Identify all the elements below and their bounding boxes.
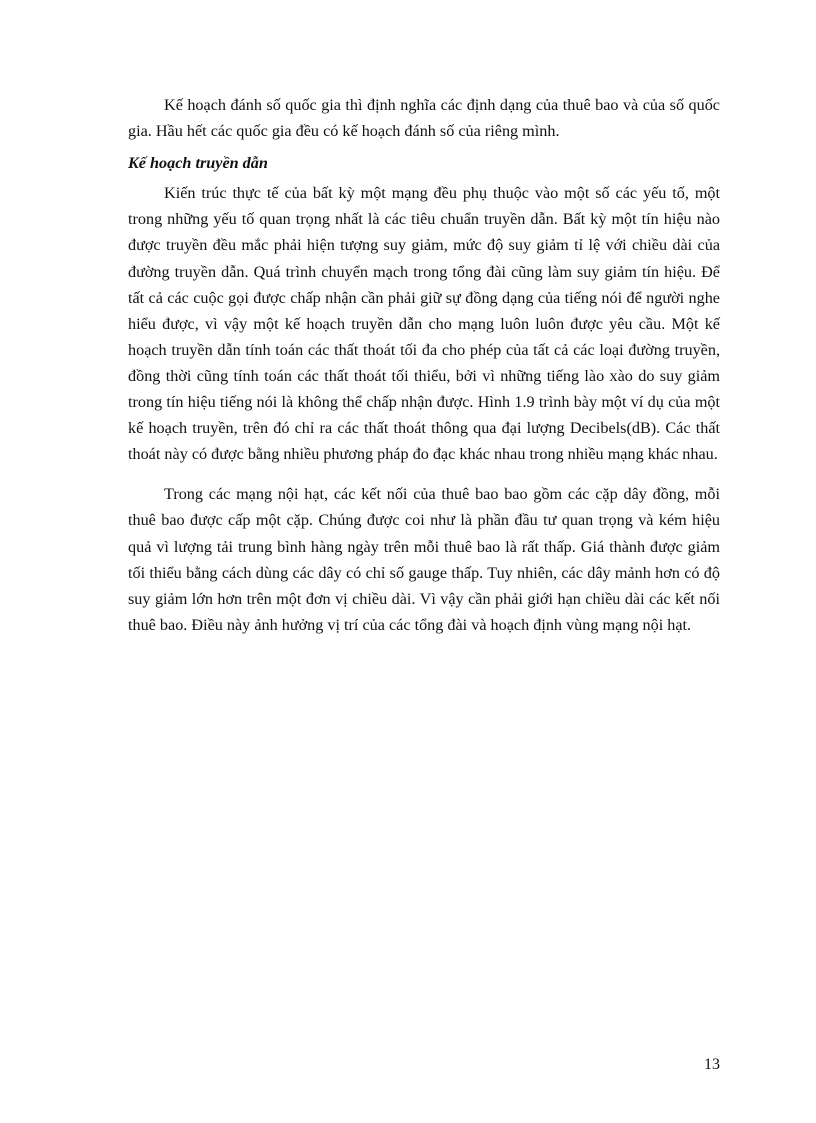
section-heading: Kế hoạch truyền dẫn xyxy=(128,154,268,173)
paragraph-local-networks: Trong các mạng nội hạt, các kết nối của thuê bao bao gồm các cặp dây đồng, mỗi thuê bao được cấp một cặp. Chúng được coi như là phần đầu tư quan trọng và kém hiệu quả vì lượng tải trung bình hàng ngày trên mỗi thuê bao là rất thấp. Giá thành được giảm tối thiểu bằng cách dùng các dây có chỉ số gauge thấp. Tuy nhiên, các dây mảnh hơn có độ suy giảm lớn hơn trên một đơn vị chiều dài. Vì vậy cần phải giới hạn chiều dài các kết nối thuê bao. Điều này ảnh hưởng vị trí của các tổng đài và hoạch định vùng mạng nội hạt. xyxy=(128,485,720,634)
paragraph-transmission-architecture: Kiến trúc thực tế của bất kỳ một mạng đều phụ thuộc vào một số các yếu tố, một trong những yếu tố quan trọng nhất là các tiêu chuẩn truyền dẫn. Bất kỳ một tín hiệu nào được truyền đều mắc phải hiện tượng suy giảm, mức độ suy giảm tỉ lệ với chiều dài của đường truyền dẫn. Quá trình chuyển mạch trong tổng đài cũng làm suy giảm tín hiệu. Để tất cả các cuộc gọi được chấp nhận cần phải giữ sự đồng dạng của tiếng nói để người nghe hiểu được, vì vậy một kế hoạch truyền dẫn cho mạng luôn luôn được yêu cầu. Một kế hoạch truyền dẫn tính toán các thất thoát tối đa cho phép của tất cả các loại đường truyền, đồng thời cũng tính toán các thất thoát tối thiểu, bởi vì những tiếng lào xào do suy giảm trong tín hiệu tiếng nói là không thể chấp nhận được. Hình 1.9 trình bày một ví dụ của một kế hoạch truyền, trên đó chỉ ra các thất thoát thông qua đại lượng Decibels(dB). Các thất thoát này có được bằng nhiều phương pháp đo đạc khác nhau trong nhiều mạng khác nhau. xyxy=(128,184,720,464)
page-body xyxy=(128,92,720,638)
page-number: 13 xyxy=(704,1056,720,1073)
paragraph-numbering-plan: Kế hoạch đánh số quốc gia thì định nghĩa các định dạng của thuê bao và của số quốc gia. Hầu hết các quốc gia đều có kế hoạch đánh số của riêng mình. xyxy=(128,96,720,141)
